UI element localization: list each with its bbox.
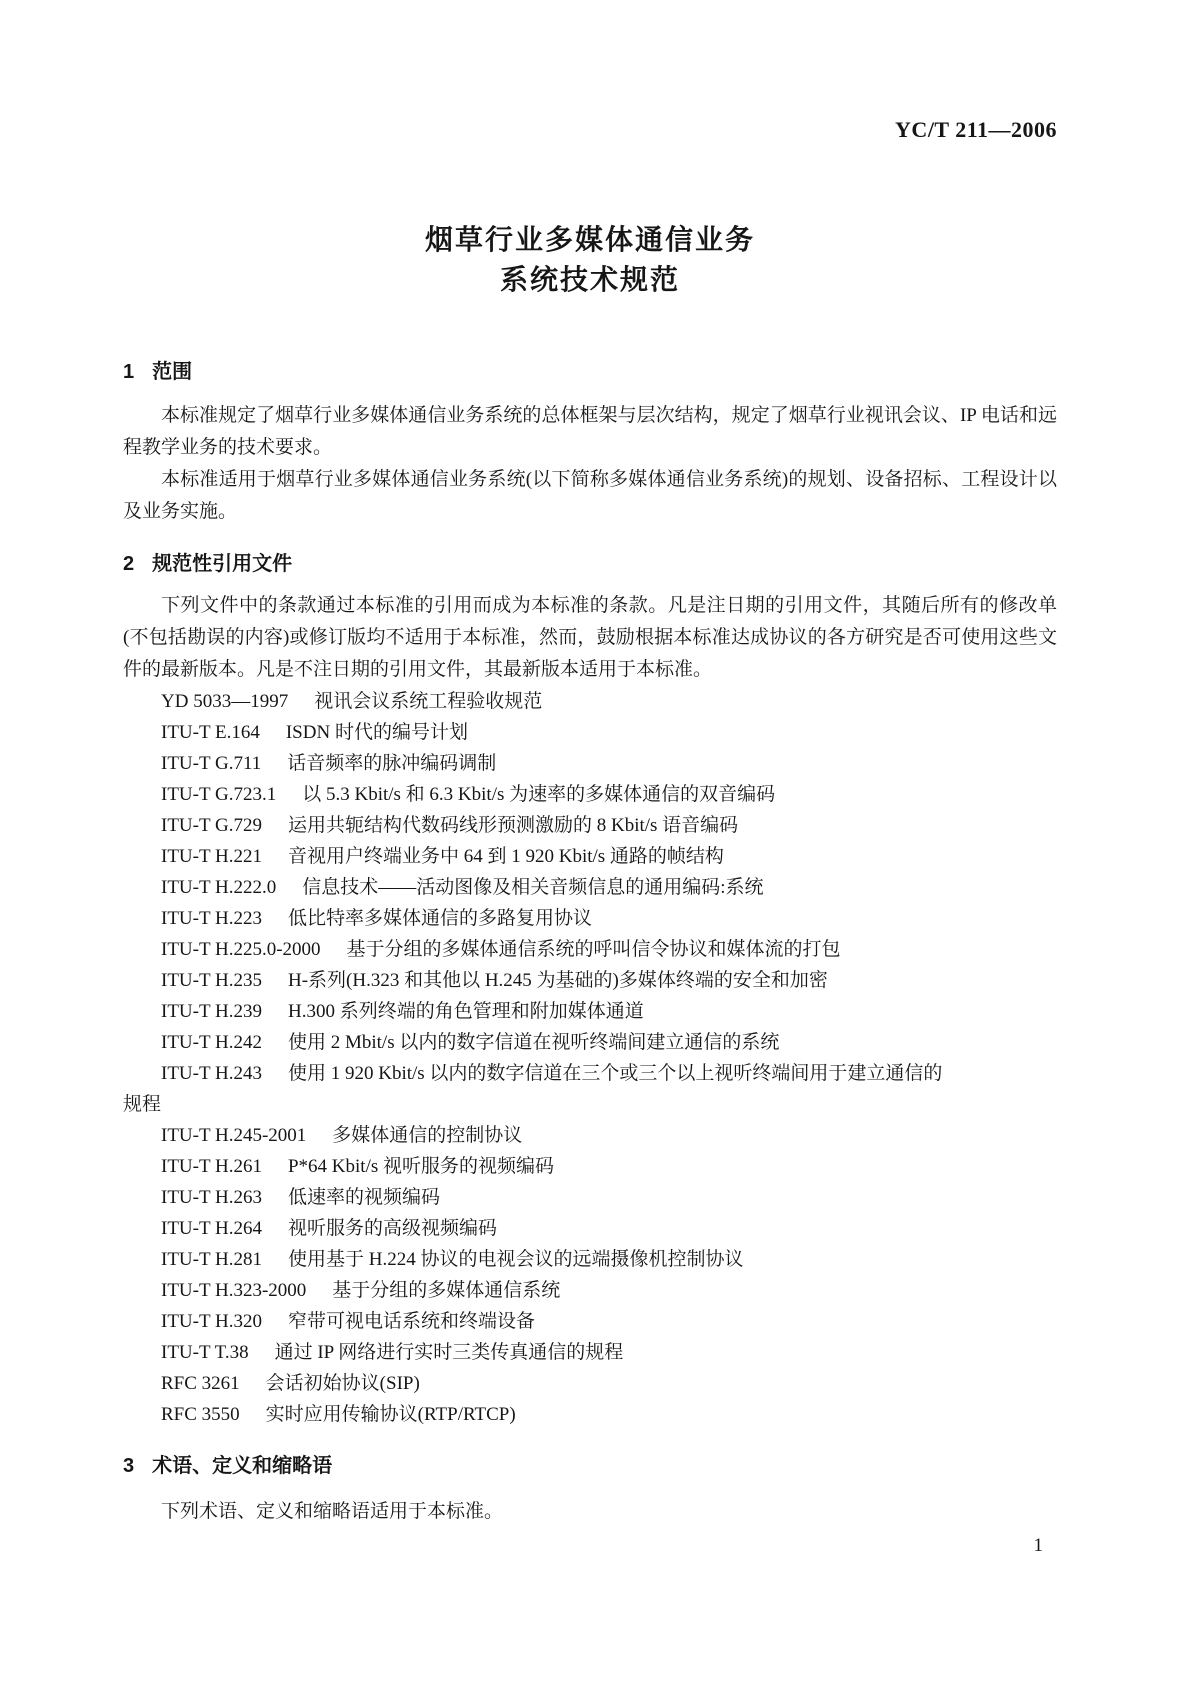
reference-title: 使用 1 920 Kbit/s 以内的数字信道在三个或三个以上视听终端间用于建立通信的 xyxy=(287,1063,943,1084)
reference-title: 多媒体通信的控制协议 xyxy=(332,1125,523,1146)
section-3-title: 术语、定义和缩略语 xyxy=(152,1455,333,1477)
reference-code: ITU-T H.223 xyxy=(161,908,262,929)
reference-code: ITU-T H.320 xyxy=(161,1311,262,1332)
reference-title: 以 5.3 Kbit/s 和 6.3 Kbit/s 为速率的多媒体通信的双音编码 xyxy=(302,784,776,805)
doc-number: YC/T 211—2006 xyxy=(895,117,1057,142)
reference-item xyxy=(123,1306,1057,1337)
reference-title: 音视用户终端业务中 64 到 1 920 Kbit/s 通路的帧结构 xyxy=(287,846,724,867)
reference-title: 视听服务的高级视频编码 xyxy=(287,1218,497,1239)
section-2-heading xyxy=(123,550,1057,578)
reference-code: ITU-T H.263 xyxy=(161,1187,262,1208)
reference-item xyxy=(123,841,1057,872)
reference-item xyxy=(123,748,1057,779)
reference-code: ITU-T H.245-2001 xyxy=(161,1125,307,1146)
document-title-line1: 烟草行业多媒体通信业务 xyxy=(424,224,755,255)
reference-code: ITU-T H.323-2000 xyxy=(161,1280,307,1301)
page-content xyxy=(123,0,1057,1528)
reference-title: P*64 Kbit/s 视听服务的视频编码 xyxy=(287,1156,554,1177)
reference-title: 基于分组的多媒体通信系统 xyxy=(332,1280,561,1301)
reference-item xyxy=(123,686,1057,717)
reference-item xyxy=(123,1244,1057,1275)
reference-title: 低比特率多媒体通信的多路复用协议 xyxy=(287,908,592,929)
paragraph-scope-2: 本标准适用于烟草行业多媒体通信业务系统(以下简称多媒体通信业务系统)的规划、设备招标、工程设计以及业务实施。 xyxy=(123,469,1057,522)
reference-code: RFC 3261 xyxy=(161,1373,240,1394)
reference-item xyxy=(123,872,1057,903)
reference-item xyxy=(123,1399,1057,1430)
reference-item xyxy=(123,965,1057,996)
reference-item xyxy=(123,1058,1057,1089)
reference-item xyxy=(123,1120,1057,1151)
reference-title: 低速率的视频编码 xyxy=(287,1187,440,1208)
document-title xyxy=(123,220,1057,300)
reference-code: ITU-T G.729 xyxy=(161,815,262,836)
reference-item xyxy=(123,810,1057,841)
reference-item xyxy=(123,1151,1057,1182)
reference-code: ITU-T T.38 xyxy=(161,1342,249,1363)
references-list xyxy=(123,686,1057,1430)
reference-code: ITU-T E.164 xyxy=(161,722,260,743)
page-number: 1 xyxy=(1033,1535,1043,1556)
reference-title: 基于分组的多媒体通信系统的呼叫信令协议和媒体流的打包 xyxy=(346,939,841,960)
reference-item xyxy=(123,717,1057,748)
reference-item xyxy=(123,1368,1057,1399)
reference-code: ITU-T H.242 xyxy=(161,1032,262,1053)
reference-item xyxy=(123,1337,1057,1368)
reference-title: H-系列(H.323 和其他以 H.245 为基础的)多媒体终端的安全和加密 xyxy=(287,970,828,991)
reference-code: ITU-T G.711 xyxy=(161,753,262,774)
reference-title: 信息技术——活动图像及相关音频信息的通用编码:系统 xyxy=(302,877,764,898)
reference-code: ITU-T H.239 xyxy=(161,1001,262,1022)
reference-item xyxy=(123,1182,1057,1213)
reference-title: 会话初始协议(SIP) xyxy=(265,1373,420,1394)
reference-item xyxy=(123,934,1057,965)
reference-item xyxy=(123,1275,1057,1306)
section-3-number: 3 xyxy=(123,1455,135,1477)
paragraph-references-intro: 下列文件中的条款通过本标准的引用而成为本标准的条款。凡是注日期的引用文件，其随后所有的修改单(不包括勘误的内容)或修订版均不适用于本标准，然而，鼓励根据本标准达成协议的各方研究是否可使用这些文件的最新版本。凡是不注日期的引用文件，其最新版本适用于本标准。 xyxy=(123,595,1057,680)
section-3-heading xyxy=(123,1452,1057,1480)
reference-item xyxy=(123,1027,1057,1058)
section-1-heading xyxy=(123,358,1057,386)
reference-code: ITU-T H.225.0-2000 xyxy=(161,939,321,960)
reference-title: 使用基于 H.224 协议的电视会议的远端摄像机控制协议 xyxy=(287,1249,744,1270)
reference-code: ITU-T H.222.0 xyxy=(161,877,277,898)
reference-code: YD 5033—1997 xyxy=(161,691,289,712)
document-title-line2: 系统技术规范 xyxy=(499,264,680,295)
reference-code: ITU-T G.723.1 xyxy=(161,784,277,805)
section-2-number: 2 xyxy=(123,553,135,575)
reference-item xyxy=(123,1213,1057,1244)
reference-title: 使用 2 Mbit/s 以内的数字信道在视听终端间建立通信的系统 xyxy=(287,1032,780,1053)
reference-code: ITU-T H.281 xyxy=(161,1249,262,1270)
reference-code: ITU-T H.235 xyxy=(161,970,262,991)
reference-title: 运用共轭结构代数码线形预测激励的 8 Kbit/s 语音编码 xyxy=(287,815,739,836)
reference-code: ITU-T H.261 xyxy=(161,1156,262,1177)
reference-title: 实时应用传输协议(RTP/RTCP) xyxy=(265,1404,516,1425)
reference-code: ITU-T H.243 xyxy=(161,1063,262,1084)
reference-title: ISDN 时代的编号计划 xyxy=(285,722,468,743)
paragraph-scope-1: 本标准规定了烟草行业多媒体通信业务系统的总体框架与层次结构，规定了烟草行业视讯会议、IP 电话和远程教学业务的技术要求。 xyxy=(123,405,1057,458)
reference-title: 窄带可视电话系统和终端设备 xyxy=(287,1311,535,1332)
reference-item xyxy=(123,903,1057,934)
section-1-number: 1 xyxy=(123,361,135,383)
reference-item xyxy=(123,779,1057,810)
reference-item-continuation xyxy=(123,1089,1057,1120)
reference-code: ITU-T H.264 xyxy=(161,1218,262,1239)
reference-title: 规程 xyxy=(123,1094,162,1115)
reference-item xyxy=(123,996,1057,1027)
reference-title: 话音频率的脉冲编码调制 xyxy=(287,753,497,774)
reference-title: H.300 系列终端的角色管理和附加媒体通道 xyxy=(287,1001,644,1022)
paragraph-terms-intro: 下列术语、定义和缩略语适用于本标准。 xyxy=(161,1501,504,1522)
reference-title: 通过 IP 网络进行实时三类传真通信的规程 xyxy=(274,1342,624,1363)
section-1-title: 范围 xyxy=(152,361,193,383)
section-2-title: 规范性引用文件 xyxy=(152,553,293,575)
reference-title: 视讯会议系统工程验收规范 xyxy=(314,691,543,712)
reference-code: ITU-T H.221 xyxy=(161,846,262,867)
reference-code: RFC 3550 xyxy=(161,1404,240,1425)
